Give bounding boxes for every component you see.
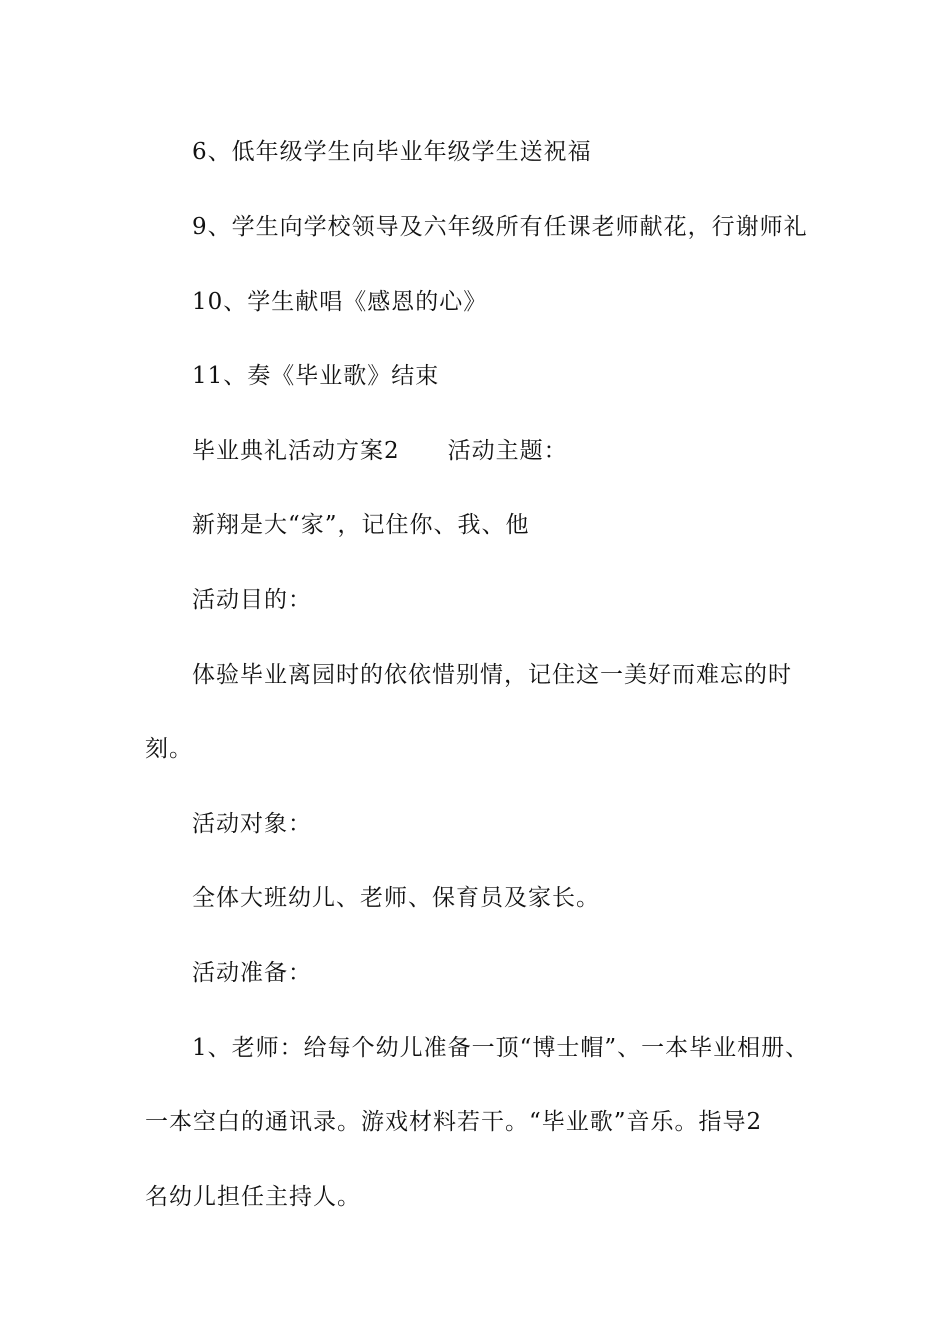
purpose-text-continued: 刻。: [145, 736, 193, 762]
preparation-item-1-continued: 一本空白的通讯录。游戏材料若干。“毕业歌”音乐。指导2: [145, 1109, 763, 1135]
purpose-text: 体验毕业离园时的依依惜别情，记住这一美好而难忘的时: [192, 662, 792, 688]
audience-text: 全体大班幼儿、老师、保育员及家长。: [192, 885, 600, 911]
text-line-item-10: 10、学生献唱《感恩的心》: [192, 289, 488, 315]
purpose-heading: 活动目的：: [192, 587, 312, 613]
preparation-item-1-end: 名幼儿担任主持人。: [145, 1184, 361, 1210]
audience-heading: 活动对象：: [192, 811, 312, 837]
activity-theme: 新翔是大“家”，记住你、我、他: [192, 512, 530, 538]
text-line-item-6: 6、低年级学生向毕业年级学生送祝福: [192, 139, 592, 165]
text-line-item-11: 11、奏《毕业歌》结束: [192, 363, 440, 389]
preparation-heading: 活动准备：: [192, 960, 312, 986]
preparation-item-1: 1、老师：给每个幼儿准备一顶“博士帽”、一本毕业相册、: [192, 1035, 810, 1061]
section-heading: 毕业典礼活动方案2 活动主题：: [192, 438, 568, 464]
text-line-item-9: 9、学生向学校领导及六年级所有任课老师献花，行谢师礼: [192, 214, 808, 240]
